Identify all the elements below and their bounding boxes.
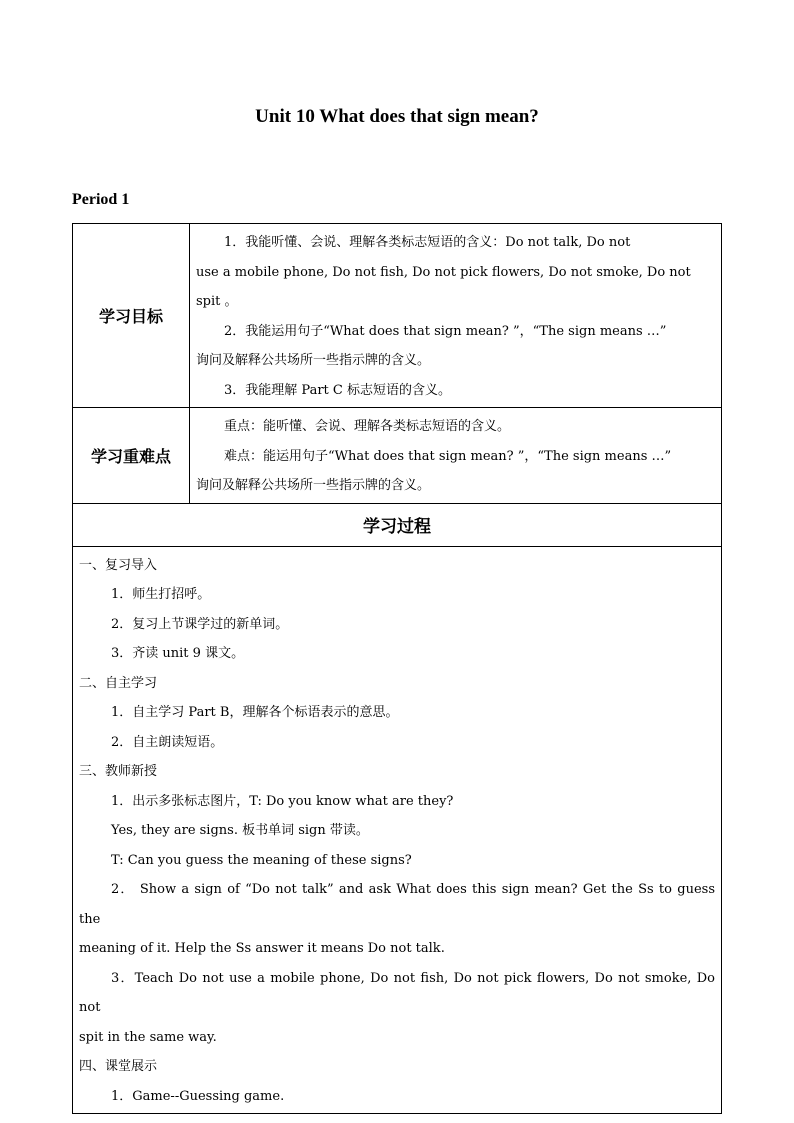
goal-line: 3．我能理解 Part C 标志短语的含义。 [224, 382, 451, 398]
goal-line: 1．我能听懂、会说、理解各类标志短语的含义：Do not talk, Do not [224, 235, 631, 250]
section-heading: 一、复习导入 [79, 557, 158, 573]
section-heading: 四、课堂展示 [79, 1059, 158, 1074]
list-item: 1．Game--Guessing game. [111, 1088, 285, 1104]
goal-line: use a mobile phone, Do not fish, Do not pick flowers, Do not smoke, Do not spit 。 [196, 264, 691, 309]
list-item: 3．齐读 unit 9 课文。 [111, 646, 245, 661]
key-points-content [190, 408, 722, 504]
list-item: 1．师生打招呼。 [111, 587, 211, 602]
list-item: 2． Show a sign of “Do not talk” and ask What does this sign mean? Get the Ss to guess the [79, 882, 715, 927]
list-item: 2．复习上节课学过的新单词。 [111, 616, 289, 632]
list-item: 1．自主学习 Part B，理解各个标语表示的意思。 [111, 705, 399, 720]
lesson-plan-table [72, 223, 722, 1114]
key-point-line: 询问及解释公共场所一些指示牌的含义。 [196, 478, 431, 493]
list-item: 3．Teach Do not use a mobile phone, Do not fish, Do not pick flowers, Do not smoke, Do not [79, 970, 715, 1015]
key-points-label: 学习重难点 [73, 408, 190, 504]
key-point-line: 难点：能运用句子“What does that sign mean? ”，“The sign means …” [224, 448, 672, 464]
goals-label: 学习目标 [73, 224, 190, 408]
goals-content [190, 224, 722, 408]
list-item: 1．出示多张标志图片，T: Do you know what are they? [111, 793, 454, 809]
goal-line: 2．我能运用句子“What does that sign mean? ”，“The sign means …” [224, 323, 667, 339]
process-content [73, 546, 722, 1114]
goal-line: 询问及解释公共场所一些指示牌的含义。 [196, 353, 431, 368]
list-item-continuation: spit in the same way. [79, 1029, 217, 1045]
section-heading: 三、教师新授 [79, 764, 158, 779]
process-title: 学习过程 [73, 503, 722, 546]
key-point-line: 重点：能听懂、会说、理解各类标志短语的含义。 [224, 419, 511, 434]
list-item-continuation: T: Can you guess the meaning of these signs? [111, 852, 412, 868]
period-label: Period 1 [72, 191, 130, 208]
list-item-continuation: meaning of it. Help the Ss answer it means Do not talk. [79, 941, 445, 956]
list-item-continuation: Yes, they are signs. 板书单词 sign 带读。 [111, 823, 369, 838]
list-item: 2．自主朗读短语。 [111, 734, 224, 750]
section-heading: 二、自主学习 [79, 675, 158, 691]
document-title: Unit 10 What does that sign mean? [255, 106, 539, 127]
